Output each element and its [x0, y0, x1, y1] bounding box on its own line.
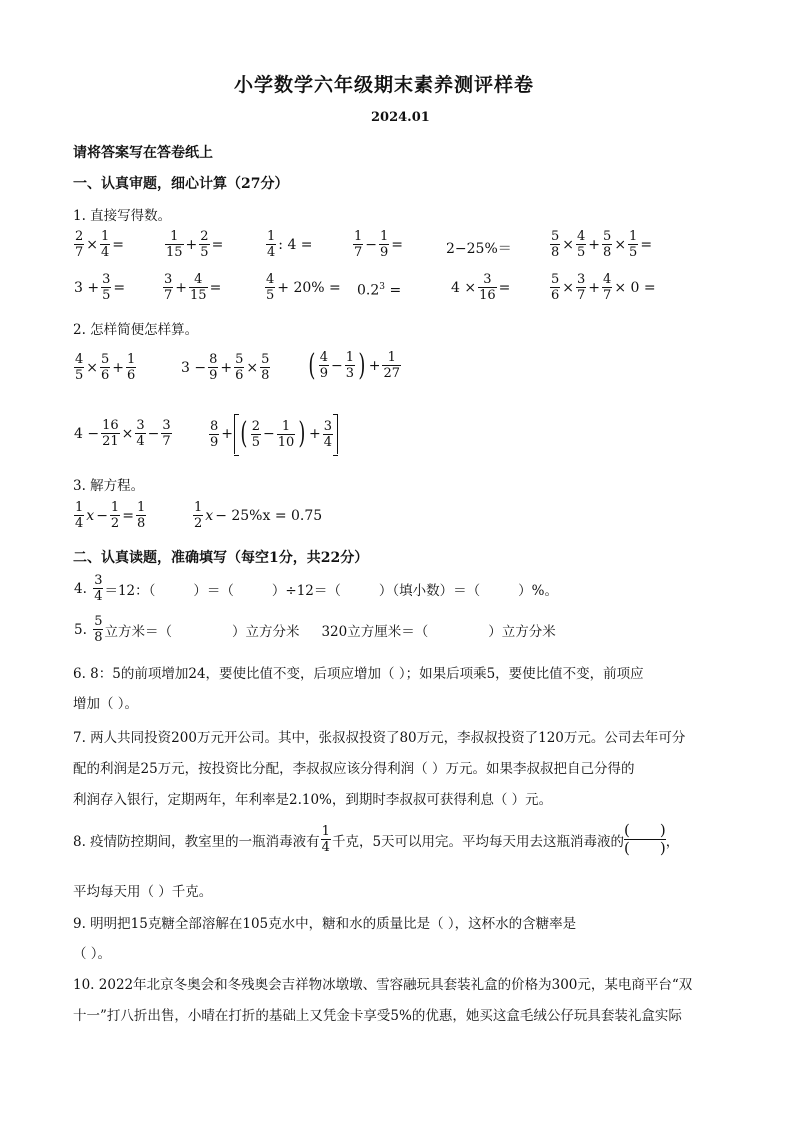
q1-expr-6: $\frac{5}{8}$ × $\frac{4}{5}$ + $\frac{5}{8}$ × $\frac{1}{5}$ =	[551, 229, 653, 260]
section2-heading: 二、认真读题，准确填写（每空1分，共22分）	[73, 550, 369, 566]
q1-expr-9: $\frac{4}{5}$ + 20% =	[266, 272, 341, 303]
exam-date: 2024.01	[371, 110, 430, 125]
q3-eq-2: $\frac{1}{2}$ x − 25%x = 0.75	[194, 500, 323, 531]
q3-eq-1: $\frac{1}{4}$ x − $\frac{1}{2}$ = $\frac{1}{8}$	[75, 500, 146, 531]
instruction: 请将答案写在答卷纸上	[73, 145, 213, 161]
q7-line-1: 7. 两人共同投资200万元开公司。其中，张叔叔投资了80万元，李叔叔投资了120万元。公司去年可分	[73, 730, 686, 746]
q4: 4. $\frac{3}{4}$ ＝12：（ ）＝（ ）÷12＝（ ）（填小数）＝（ ）%。	[74, 573, 558, 604]
q1-expr-2: $\frac{1}{15}$ + $\frac{2}{5}$ =	[166, 229, 224, 260]
q1-expr-7: 3 + $\frac{3}{5}$ =	[74, 272, 126, 303]
q1-expr-4: $\frac{1}{7}$ − $\frac{1}{9}$ =	[354, 229, 404, 260]
q3-label: 3. 解方程。	[73, 478, 145, 494]
q2-expr-5: $\frac{8}{9}$ + ( $\frac{2}{5}$ − $\frac{1}{10}$ ) + $\frac{3}{4}$	[208, 414, 338, 454]
q1-expr-12: $\frac{5}{6}$ × $\frac{3}{7}$ + $\frac{4}{7}$ × 0 =	[551, 272, 656, 303]
q2-expr-3: ( $\frac{4}{9}$ − $\frac{1}{3}$ ) + $\frac{1}{27}$	[308, 347, 401, 383]
q1-expr-8: $\frac{3}{7}$ + $\frac{4}{15}$ =	[164, 272, 222, 303]
q7-line-3: 利润存入银行，定期两年，年利率是2.10%，到期时李叔叔可获得利息（ ）元。	[73, 792, 553, 808]
q1-expr-1: $\frac{2}{7}$ × $\frac{1}{4}$ =	[75, 229, 125, 260]
q2-label: 2. 怎样简便怎样算。	[73, 322, 199, 338]
q5: 5. $\frac{5}{8}$ 立方米＝（ ）立方分米 320立方厘米＝（ ）立方分米	[74, 614, 556, 645]
section1-heading: 一、认真审题，细心计算（27分）	[73, 176, 289, 192]
q1-expr-3: $\frac{1}{4}$ : 4 =	[267, 229, 313, 260]
q1-label: 1. 直接写得数。	[73, 208, 172, 224]
q9-line-1: 9. 明明把15克糖全部溶解在105克水中，糖和水的质量比是（ ），这杯水的含糖率是	[73, 916, 577, 932]
q1-expr-10: $0.2^3$ =	[357, 282, 402, 299]
q10-line-1: 10. 2022年北京冬奥会和冬残奥会吉祥物冰墩墩、雪容融玩具套装礼盒的价格为300元，某电商平台“双	[73, 977, 693, 993]
q2-expr-4: 4 − $\frac{16}{21}$ × $\frac{3}{4}$ − $\frac{3}{7}$	[74, 418, 171, 449]
q2-expr-1: $\frac{4}{5}$ × $\frac{5}{6}$ + $\frac{1}{6}$	[75, 352, 136, 383]
q8-line-2: 平均每天用（ ）千克。	[73, 884, 213, 900]
q6-line-1: 6. 8：5的前项增加24，要使比值不变，后项应增加（ ）；如果后项乘5，要使比值不变，前项应	[73, 666, 644, 682]
q6-line-2: 增加（ ）。	[73, 696, 139, 712]
q1-expr-5: 2−25%＝	[446, 241, 512, 257]
q1-expr-11: 4 × $\frac{3}{16}$ =	[451, 272, 511, 303]
q9-line-2: （ ）。	[73, 946, 112, 962]
q10-line-2: 十一”打八折出售，小晴在打折的基础上又凭金卡享受5%的优惠，她买这盒毛绒公仔玩具套装礼盒实际	[73, 1008, 682, 1024]
q7-line-2: 配的利润是25万元，按投资比分配，李叔叔应该分得利润（ ）万元。如果李叔叔把自己分得的	[73, 761, 635, 777]
page-title: 小学数学六年级期末素养测评样卷	[234, 74, 535, 96]
answer-fraction-blank[interactable]: ( ) ( )	[624, 821, 666, 857]
q8-line-1: 8. 疫情防控期间，教室里的一瓶消毒液有 $\frac{1}{4}$ 千克，5天可以用完。平均每天用去这瓶消毒液的 ( ) ( ) ，	[73, 821, 680, 857]
q2-expr-2: 3 − $\frac{8}{9}$ + $\frac{5}{6}$ × $\frac{5}{8}$	[181, 352, 270, 383]
